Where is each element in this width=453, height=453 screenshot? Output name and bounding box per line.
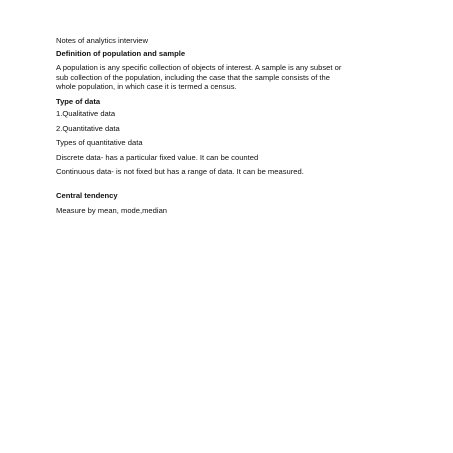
list-item: Discrete data- has a particular fixed value. It can be counted xyxy=(56,152,259,162)
list-item: 2.Quantitative data xyxy=(56,123,120,133)
central-tendency-text: Measure by mean, mode,median xyxy=(56,205,168,215)
population-sample-paragraph xyxy=(56,63,406,91)
section-heading-type-of-data: Type of data xyxy=(56,96,101,106)
list-item: Types of quantitative data xyxy=(56,138,143,148)
paragraph-line: sub collection of the population, including the case that the sample consists of the xyxy=(56,72,330,82)
paragraph-line: A population is any specific collection of objects of interest. A sample is any subset or xyxy=(56,63,342,73)
section-heading-central-tendency: Central tendency xyxy=(56,191,118,201)
paragraph-line: whole population, in which case it is termed a census. xyxy=(56,82,237,92)
list-item: 1.Qualitative data xyxy=(56,109,116,119)
list-item: Continuous data- is not fixed but has a range of data. It can be measured. xyxy=(56,167,304,177)
document-title: Notes of analytics interview xyxy=(56,36,149,45)
document-content xyxy=(56,36,406,215)
section-heading-population-sample: Definition of population and sample xyxy=(56,48,186,58)
